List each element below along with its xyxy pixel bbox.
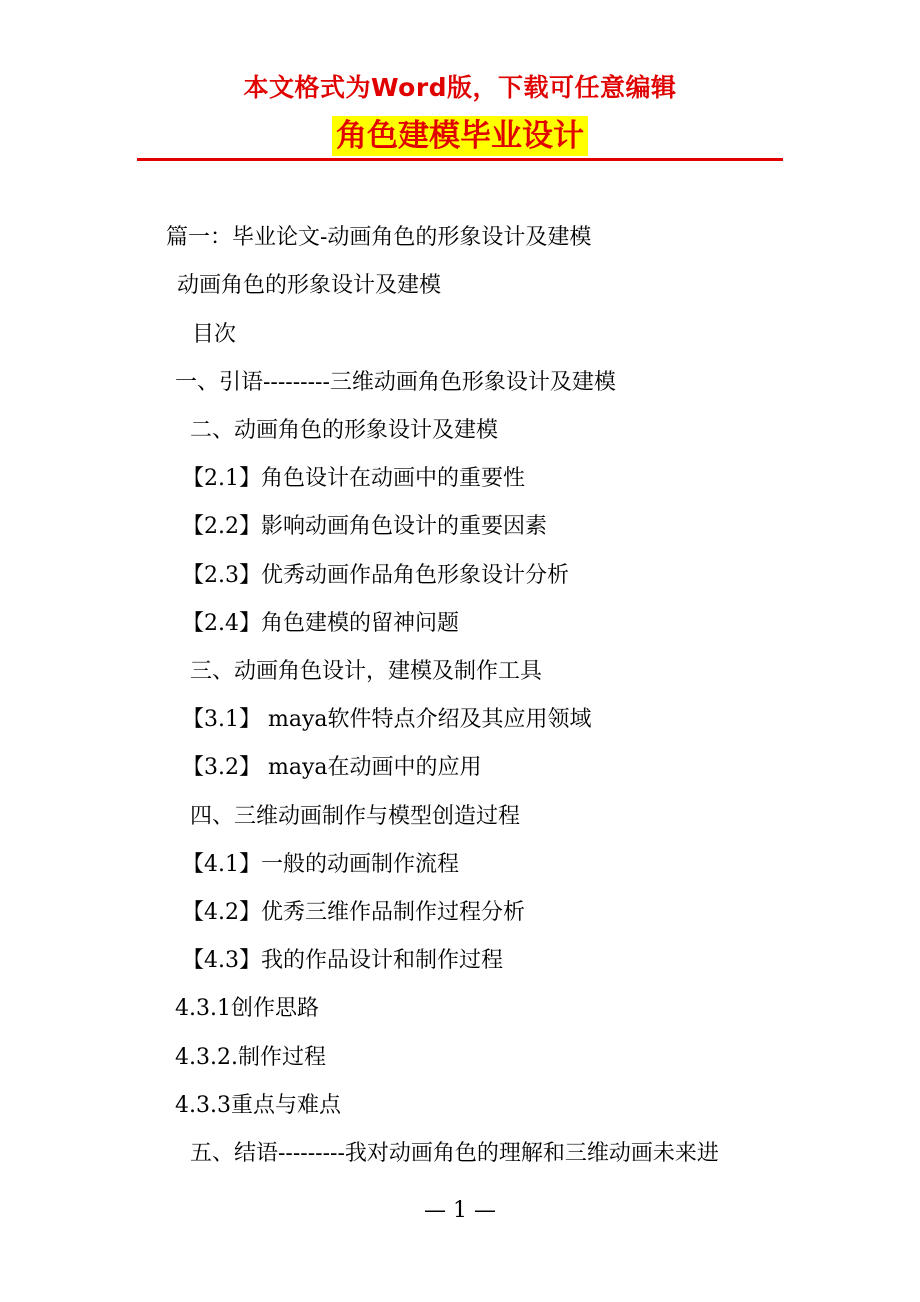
title-container bbox=[0, 116, 920, 156]
toc-item-2-2: 【2.2】影响动画角色设计的重要因素 bbox=[182, 514, 547, 539]
toc-section-3: 三、动画角色设计，建模及制作工具 bbox=[190, 659, 543, 684]
toc-section-4: 四、三维动画制作与模型创造过程 bbox=[190, 804, 521, 829]
toc-section-2: 二、动画角色的形象设计及建模 bbox=[190, 418, 499, 443]
chapter-heading: 篇一：毕业论文-动画角色的形象设计及建模 bbox=[166, 225, 592, 250]
toc-item-2-1: 【2.1】角色设计在动画中的重要性 bbox=[182, 466, 525, 491]
toc-heading: 目次 bbox=[192, 322, 237, 347]
toc-item-2-3: 【2.3】优秀动画作品角色形象设计分析 bbox=[182, 563, 569, 588]
page-number: — 1 — bbox=[424, 1198, 496, 1223]
header-divider bbox=[137, 158, 783, 161]
toc-subitem-4-3-3: 4.3.3重点与难点 bbox=[175, 1093, 341, 1118]
toc-section-5: 五、结语---------我对动画角色的理解和三维动画未来进 bbox=[190, 1141, 719, 1166]
toc-item-4-1: 【4.1】一般的动画制作流程 bbox=[182, 852, 459, 877]
toc-item-4-2: 【4.2】优秀三维作品制作过程分析 bbox=[182, 900, 525, 925]
document-title: 角色建模毕业设计 bbox=[332, 116, 588, 156]
toc-item-3-1: 【3.1】 maya软件特点介绍及其应用领域 bbox=[182, 707, 592, 732]
toc-item-4-3: 【4.3】我的作品设计和制作过程 bbox=[182, 948, 503, 973]
toc-subitem-4-3-1: 4.3.1创作思路 bbox=[175, 996, 319, 1021]
download-banner: 本文格式为Word版，下载可任意编辑 bbox=[243, 73, 677, 102]
toc-subitem-4-3-2: 4.3.2.制作过程 bbox=[175, 1045, 326, 1070]
toc-section-1: 一、引语---------三维动画角色形象设计及建模 bbox=[175, 370, 616, 395]
toc-item-3-2: 【3.2】 maya在动画中的应用 bbox=[182, 755, 482, 780]
subtitle-line: 动画角色的形象设计及建模 bbox=[177, 273, 442, 298]
toc-item-2-4: 【2.4】角色建模的留神问题 bbox=[182, 611, 459, 636]
